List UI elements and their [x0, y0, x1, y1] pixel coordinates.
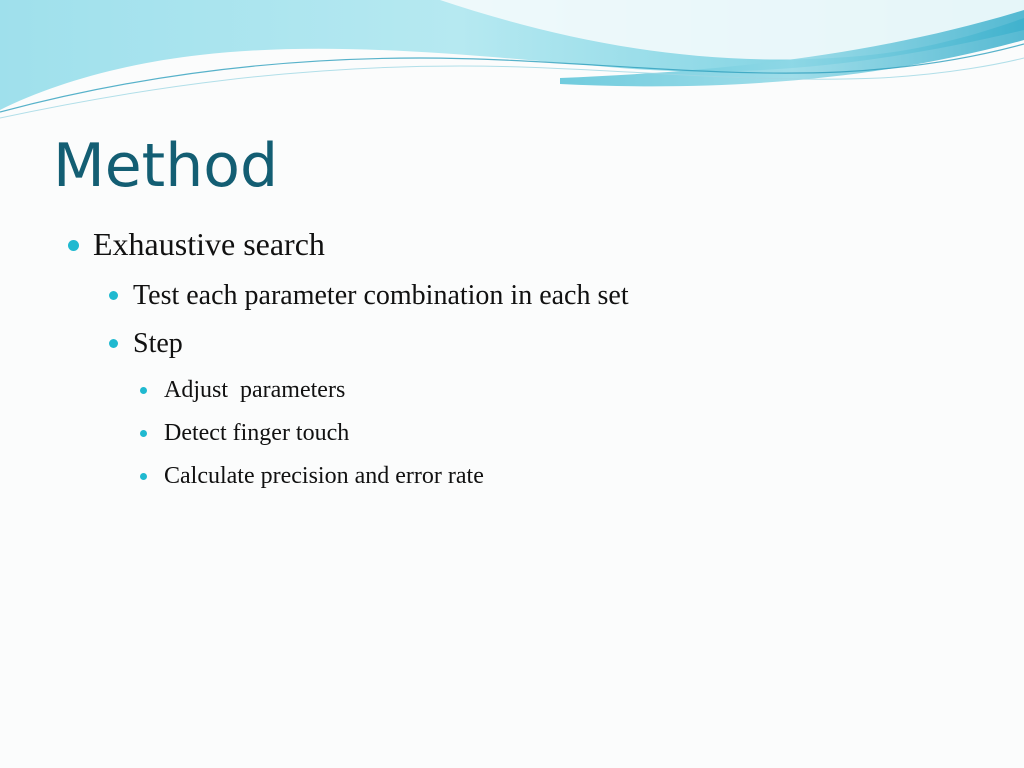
bullet-dot-icon: [109, 291, 118, 300]
bullet-dot-icon: [140, 473, 147, 480]
bullet-item-level3: [164, 417, 349, 449]
bullet-dot-icon: [109, 339, 118, 348]
bullet-dot-icon: [140, 387, 147, 394]
bullet-dot-icon: [140, 430, 147, 437]
bullet-text: Exhaustive search: [93, 226, 325, 262]
bullet-text: Adjust parameters: [164, 377, 346, 403]
bullet-item-level3: [164, 460, 484, 492]
header-wave-decoration: [0, 0, 1024, 130]
slide-title: Method: [53, 131, 279, 201]
bullet-text: Detect finger touch: [164, 420, 350, 446]
bullet-item-level2: [133, 278, 629, 314]
bullet-text: Step: [133, 328, 183, 359]
bullet-item-level1: [93, 224, 325, 264]
bullet-dot-icon: [68, 240, 79, 251]
bullet-item-level2: [133, 326, 183, 362]
bullet-text: Calculate precision and error rate: [164, 463, 484, 489]
bullet-item-level3: [164, 374, 345, 406]
bullet-text: Test each parameter combination in each set: [133, 280, 629, 311]
